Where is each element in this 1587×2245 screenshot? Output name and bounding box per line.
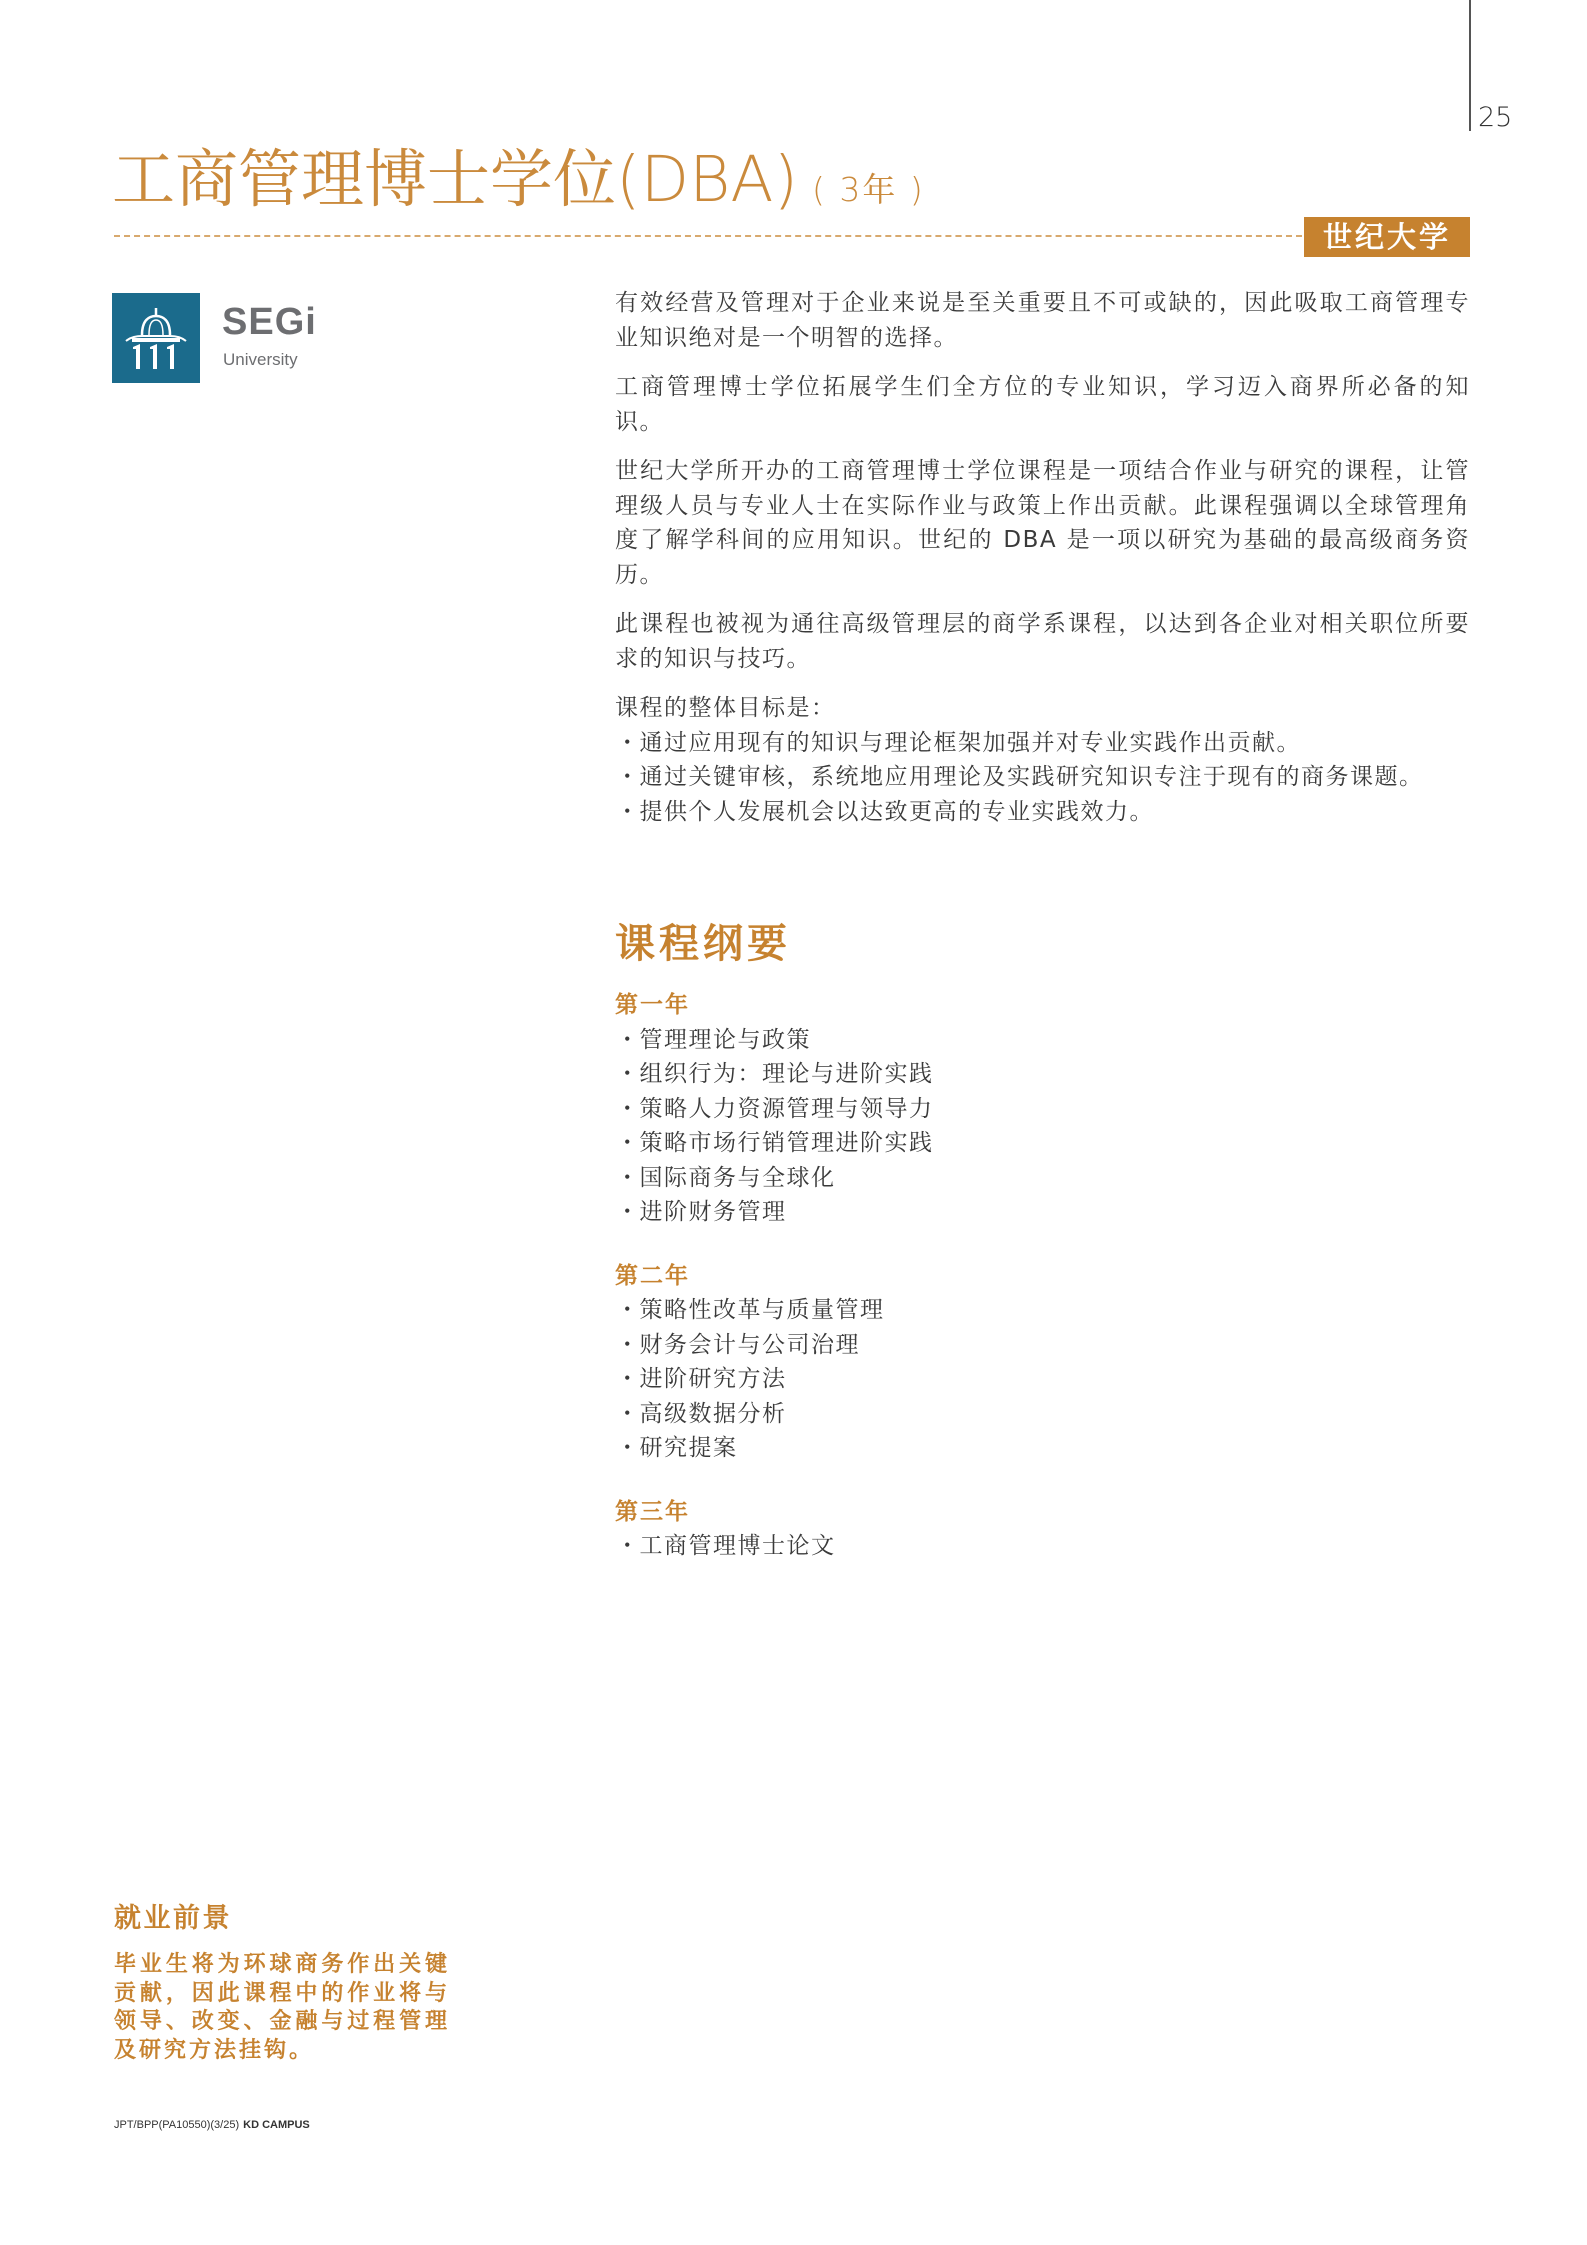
- curriculum-heading: 课程纲要: [615, 921, 791, 967]
- page-title: [112, 140, 925, 230]
- intro-paragraph: [615, 286, 1470, 355]
- page-edge-line: [1469, 0, 1471, 131]
- course-name: 高级数据分析: [639, 1400, 787, 1427]
- logo-subtitle: University: [223, 350, 298, 369]
- goal-text: 通过关键审核，系统地应用理论及实践研究知识专注于现有的商务课题。: [639, 764, 1424, 790]
- bullet-mark: ・: [615, 764, 639, 790]
- intro-line: 有效经营及管理对于企业来说是至关重要且不可或缺的，因此吸取工商管理专: [615, 290, 1470, 316]
- bullet-mark: ・: [615, 798, 639, 825]
- course-name: 工商管理博士论文: [639, 1533, 836, 1559]
- course-item: [615, 1161, 1470, 1196]
- footer-campus: KD CAMPUS: [243, 2119, 310, 2131]
- year-two-block: [615, 1259, 1470, 1466]
- course-name: 进阶研究方法: [639, 1366, 787, 1392]
- course-name: 策略市场行销管理进阶实践: [639, 1130, 934, 1156]
- course-item: [615, 1529, 1470, 1564]
- year-label: 第三年: [615, 1498, 690, 1525]
- course-item: [615, 1362, 1470, 1397]
- course-item: [615, 1023, 1470, 1058]
- career-heading: 就业前景: [114, 1903, 232, 1934]
- intro-paragraph: [615, 370, 1470, 439]
- goal-text: 提供个人发展机会以达致更高的专业实践效力。: [639, 798, 1154, 825]
- building-icon: [112, 293, 200, 383]
- career-text: [114, 1951, 450, 2065]
- goal-item: [615, 726, 1470, 761]
- career-line: 领导、改变、金融与过程管理: [114, 2009, 450, 2035]
- intro-line: 历。: [615, 561, 664, 588]
- intro-line: 求的知识与技巧。: [615, 645, 811, 672]
- intro-line: 度了解学科间的应用知识。世纪的 DBA 是一项以研究为基础的最高级商务资: [615, 527, 1470, 553]
- intro-line: 世纪大学所开办的工商管理博士学位课程是一项结合作业与研究的课程，让管: [615, 458, 1470, 484]
- program-title: 工商管理博士学位(DBA): [112, 143, 799, 216]
- course-item: [615, 1397, 1470, 1432]
- course-item: [615, 1328, 1470, 1363]
- course-item: [615, 1126, 1470, 1161]
- university-tag: 世纪大学: [1304, 217, 1470, 257]
- program-introduction: [615, 286, 1470, 844]
- course-name: 进阶财务管理: [639, 1199, 787, 1225]
- course-name: 研究提案: [639, 1435, 738, 1461]
- title-divider: [114, 235, 1302, 237]
- goal-text: 通过应用现有的知识与理论框架加强并对专业实践作出贡献。: [639, 729, 1301, 756]
- course-name: 财务会计与公司治理: [639, 1331, 860, 1358]
- bullet-mark: ・: [615, 1061, 639, 1087]
- bullet-mark: ・: [615, 1130, 639, 1156]
- bullet-mark: ・: [615, 1400, 639, 1427]
- course-name: 策略性改革与质量管理: [639, 1297, 885, 1323]
- year-label: 第一年: [615, 992, 690, 1018]
- bullet-mark: ・: [615, 1164, 639, 1191]
- bullet-mark: ・: [615, 1026, 639, 1053]
- year-one-block: [615, 988, 1470, 1230]
- course-name: 管理理论与政策: [639, 1026, 811, 1053]
- bullet-mark: ・: [615, 1435, 639, 1461]
- goal-item: [615, 760, 1470, 795]
- intro-line: 工商管理博士学位拓展学生们全方位的专业知识，学习迈入商界所必备的知: [615, 374, 1470, 400]
- course-item: [615, 1195, 1470, 1230]
- intro-paragraph: [615, 454, 1470, 592]
- bullet-mark: ・: [615, 1366, 639, 1392]
- career-prospects: [114, 1899, 450, 2065]
- career-line: 贡献，因此课程中的作业将与: [114, 1980, 450, 2006]
- intro-line: 业知识绝对是一个明智的选择。: [615, 324, 958, 351]
- course-item: [615, 1092, 1470, 1127]
- curriculum-outline: [615, 920, 1470, 1564]
- bullet-mark: ・: [615, 1297, 639, 1323]
- year-three-block: [615, 1495, 1470, 1564]
- course-item: [615, 1057, 1470, 1092]
- bullet-mark: ・: [615, 1331, 639, 1358]
- segi-logo-emblem: [112, 293, 200, 383]
- footer-reference: [114, 2117, 310, 2133]
- page-number: 25: [1478, 102, 1513, 133]
- bullet-mark: ・: [615, 729, 639, 756]
- course-name: 国际商务与全球化: [639, 1164, 836, 1191]
- goals-heading: 课程的整体目标是：: [615, 695, 836, 721]
- goal-item: [615, 795, 1470, 830]
- goals-section: [615, 691, 1470, 829]
- logo-wordmark: SEGi: [222, 301, 317, 343]
- intro-line: 此课程也被视为通往高级管理层的商学系课程，以达到各企业对相关职位所要: [615, 611, 1470, 637]
- bullet-mark: ・: [615, 1533, 639, 1559]
- footer-code: JPT/BPP(PA10550)(3/25): [114, 2119, 240, 2131]
- intro-paragraph: [615, 607, 1470, 676]
- bullet-mark: ・: [615, 1095, 639, 1122]
- bullet-mark: ・: [615, 1199, 639, 1225]
- course-name: 策略人力资源管理与领导力: [639, 1095, 934, 1122]
- course-item: [615, 1293, 1470, 1328]
- intro-line: 识。: [615, 408, 664, 435]
- career-line: 及研究方法挂钩。: [114, 2037, 315, 2063]
- career-line: 毕业生将为环球商务作出关键: [114, 1952, 450, 1977]
- program-duration: ( 3年 ): [812, 170, 925, 209]
- intro-line: 理级人员与专业人士在实际作业与政策上作出贡献。此课程强调以全球管理角: [615, 492, 1470, 519]
- course-name: 组织行为：理论与进阶实践: [639, 1061, 934, 1087]
- year-label: 第二年: [615, 1262, 690, 1289]
- course-item: [615, 1431, 1470, 1466]
